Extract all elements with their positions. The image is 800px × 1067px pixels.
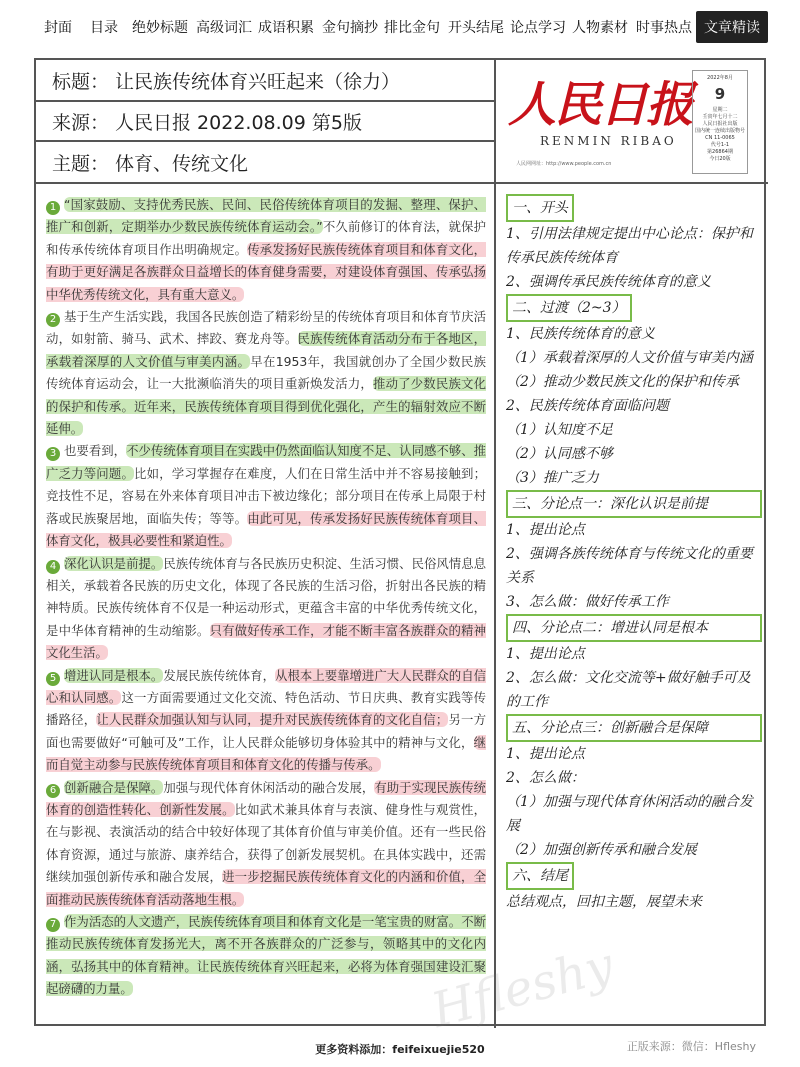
article-paragraph-7 (46, 911, 486, 1001)
nav-item-6[interactable]: 排比金句 (384, 20, 440, 36)
outline-item: （2）认同感不够 (506, 446, 613, 462)
outline-item: 3、怎么做：做好传承工作 (506, 594, 669, 610)
newspaper-masthead (496, 60, 766, 184)
outline-item: （2）推动少数民族文化的保护和传承 (506, 374, 739, 390)
outline-item: 2、怎么做： (506, 770, 585, 786)
theme-label: 主题： (52, 152, 110, 175)
masthead-small-1: 人民日报社出版 (702, 121, 738, 127)
outline-item: 1、民族传统体育的意义 (506, 326, 655, 342)
paragraph-number: 3 (46, 447, 60, 461)
nav-item-11[interactable]: 文章精读 (696, 11, 768, 43)
highlight: 深化认识是前提。 (64, 555, 164, 571)
highlight: 只有做好传承工作，才能不断丰富各族群众的精神文化生活。 (46, 622, 487, 661)
article-paragraph-2: 2 基于生产生活实践，我国各民族创造了精彩纷呈的传统体育项目和体育节庆活动，如射箭、骑马、武术、摔跤、赛龙舟等。民族传统体育活动分布于各地区，承载着深厚的人文价值与审美内涵。早在1953年，我国就创办了全国少数民族传统体育运动会，让一大批濒临消失的项目重新焕发活力，推动了少数民族文化的保护和传承。近年来，民族传统体育项目得到优化强化，产生的辐射效应不断延伸。 (46, 309, 487, 437)
highlight: 从根本上要靠增进广大人民群众的自信心和认同感。 (46, 667, 487, 705)
outline-item: 1、引用法律规定提出中心论点：保护和传承民族传统体育 (506, 226, 753, 266)
nav-item-0[interactable]: 封面 (44, 20, 72, 36)
article-body (46, 194, 486, 1001)
masthead-small-6: 今日20版 (709, 156, 731, 162)
highlight: 创新融合是保障。 (64, 779, 164, 795)
paragraph-number: 2 (46, 313, 60, 327)
article-paragraph-6: 6 创新融合是保障。加强与现代体育休闲活动的融合发展，有助于实现民族传统体育的创造性转化、创新性发展。比如武术兼具体育与表演、健身性与观赏性，在与影视、表演活动的结合中较好体现了其体育价值与审美价值。还有一些民俗体育资源，通过与旅游、康养结合，获得了创新发展契机。在具体实践中，还需继续加强创新传承和融合发展，进一步挖掘民族传统体育文化的内涵和价值，全面推动民族传统体育活动落地生根。 (46, 779, 487, 907)
outline-item: （3）推广乏力 (506, 470, 599, 486)
highlight: 推动了少数民族文化的保护和传承。近年来，民族传统体育项目得到优化强化，产生的辐射效应不断延伸。 (46, 376, 487, 437)
source-row (36, 102, 494, 142)
outline-heading: 一、开头 (506, 194, 574, 222)
highlight: 由此可见，传承发扬好民族传统体育项目、体育文化，极具必要性和紧迫性。 (46, 510, 487, 549)
article-paragraph-3: 3 也要看到，不少传统体育项目在实践中仍然面临认知度不足、认同感不够、推广乏力等问题。比如，学习掌握存在难度，人们在日常生活中并不容易接触到；竞技性不足，容易在外来体育项目冲击下被边缘化；部分项目在传承上局限于村落或民族聚居地，面临失传；等等。由此可见，传承发扬好民族传统体育项目、体育文化，极具必要性和紧迫性。 (46, 443, 487, 549)
nav-item-3[interactable]: 高级词汇 (196, 20, 252, 36)
paragraph-number: 1 (46, 201, 60, 215)
nav-item-8[interactable]: 论点学习 (510, 20, 566, 36)
article-title: 让民族传统体育兴旺起来（徐力） (115, 70, 401, 93)
source-label: 来源： (52, 111, 110, 134)
article-source: 人民日报 2022.08.09 第5版 (115, 111, 362, 134)
masthead-weekday: 星期二 (712, 107, 728, 113)
outline-item: 2、强调各族传统体育与传统文化的重要关系 (506, 546, 753, 586)
title-label: 标题： (52, 70, 110, 93)
divider (36, 182, 768, 184)
article-paragraph-4: 4 深化认识是前提。民族传统体育与各民族历史积淀、生活习惯、民俗风情息息相关，承载着各民族的历史文化，体现了各民族的生活习俗，折射出各民族的精神特质。民族传统体育不仅是一种运动形式，更蕴含丰富的中华优秀传统文化，是中华体育精神的生动缩影。只有做好传承工作，才能不断丰富各族群众的精神文化生活。 (46, 555, 487, 661)
masthead-small-0: 壬寅年七月十二 (702, 114, 738, 120)
outline-notes (506, 194, 762, 914)
highlight: 不少传统体育项目在实践中仍然面临认知度不足、认同感不够、推广乏力等问题。 (46, 443, 487, 481)
outline-heading: 二、过渡（2~3） (506, 294, 632, 322)
outline-item: 1、提出论点 (506, 646, 585, 662)
highlight: 作为活态的人文遗产，民族传统体育项目和体育文化是一笔宝贵的财富。不断推动民族传统体育发扬光大，离不开各族群众的广泛参与，领略其中的文化内涵，弘扬其中的体育精神。让民族传统体育兴旺起来，必将为体育强国建设汇聚起磅礴的力量。 (46, 914, 486, 997)
masthead-roman: RENMIN RIBAO (540, 134, 677, 148)
highlight: 增进认同是根本。 (64, 667, 164, 683)
outline-item: 2、强调传承民族传统体育的意义 (506, 274, 711, 290)
watermark: Hfleshy (425, 937, 620, 1039)
footer-source: 正版来源：微信：Hfleshy (626, 1040, 756, 1053)
paragraph-number: 7 (46, 918, 60, 932)
masthead-logo: 人民日报 (508, 77, 693, 133)
masthead-date-box (692, 70, 748, 174)
content-frame (34, 58, 766, 1026)
masthead-small-5: 第26864期 (707, 149, 733, 155)
paragraph-number: 4 (46, 560, 60, 574)
theme-row (36, 142, 494, 182)
outline-item: 1、提出论点 (506, 522, 585, 538)
nav-item-5[interactable]: 金句摘抄 (322, 20, 378, 36)
outline-item: （1）认知度不足 (506, 422, 613, 438)
top-nav (0, 0, 800, 52)
title-row (36, 60, 494, 102)
outline-item: 总结观点，回扣主题，展望未来 (506, 894, 702, 910)
footer-contact: 更多资料添加：feifeixuejie520 (315, 1043, 485, 1056)
paragraph-number: 5 (46, 672, 60, 686)
outline-item: 1、提出论点 (506, 746, 585, 762)
article-theme: 体育、传统文化 (115, 152, 249, 175)
outline-item: （1）加强与现代体育休闲活动的融合发展 (506, 794, 753, 834)
outline-item: （1）承载着深厚的人文价值与审美内涵 (506, 350, 753, 366)
outline-heading: 五、分论点三：创新融合是保障 (506, 714, 762, 742)
highlight: 进一步挖掘民族传统体育文化的内涵和价值，全面推动民族传统体育活动落地生根。 (46, 869, 487, 907)
outline-heading: 三、分论点一：深化认识是前提 (506, 490, 762, 518)
nav-item-9[interactable]: 人物素材 (572, 20, 628, 36)
masthead-date: 2022年8月 (707, 75, 733, 81)
highlight: 民族传统体育活动分布于各地区，承载着深厚的人文价值与审美内涵。 (46, 331, 487, 369)
divider (494, 184, 496, 1028)
highlight: “国家鼓励、支持优秀民族、民间、民俗传统体育项目的发掘、整理、保护、推广和创新，定期举办少数民族传统体育运动会。” (46, 197, 486, 235)
nav-item-4[interactable]: 成语积累 (258, 20, 314, 36)
paragraph-number: 6 (46, 784, 60, 798)
highlight: 传承发扬好民族传统体育项目和体育文化，有助于更好满足各族群众日益增长的体育健身需要，对建设体育强国、传承弘扬中华优秀传统文化，具有重大意义。 (46, 241, 487, 302)
outline-item: （2）加强创新传承和融合发展 (506, 842, 697, 858)
highlight: 让人民群众加强认知与认同，提升对民族传统体育的文化自信； (96, 712, 449, 728)
masthead-day: 9 (714, 85, 726, 103)
highlight: 有助于实现民族传统体育的创造性转化、创新性发展。 (46, 779, 487, 817)
masthead-small-4: 代号1-1 (710, 142, 730, 148)
article-paragraph-1: 1 “国家鼓励、支持优秀民族、民间、民俗传统体育项目的发掘、整理、保护、推广和创新，定期举办少数民族传统体育运动会。”不久前修订的体育法，就保护和传承传统体育项目作出明确规定。传承发扬好民族传统体育项目和体育文化，有助于更好满足各族群众日益增长的体育健身需要，对建设体育强国、传承弘扬中华优秀传统文化，具有重大意义。 (46, 197, 487, 302)
nav-item-10[interactable]: 时事热点 (636, 20, 692, 36)
outline-item: 2、民族传统体育面临问题 (506, 398, 669, 414)
outline-heading: 六、结尾 (506, 862, 574, 890)
highlight: 继而自觉主动参与民族传统体育项目和体育文化的传播与传承。 (46, 734, 486, 773)
outline-heading: 四、分论点二：增进认同是根本 (506, 614, 762, 642)
nav-item-1[interactable]: 目录 (90, 20, 118, 36)
masthead-small-2: 国内统一连续出版物号 (694, 128, 745, 134)
article-paragraph-5: 5 增进认同是根本。发展民族传统体育，从根本上要靠增进广大人民群众的自信心和认同感。这一方面需要通过文化交流、特色活动、节日庆典、教育实践等传播路径，让人民群众加强认知与认同，提升对民族传统体育的文化自信；另一方面也需要做好“可触可及”工作，让人民群众能够切身体验其中的精神与文化，继而自觉主动参与民族传统体育项目和体育文化的传播与传承。 (46, 667, 487, 773)
nav-item-7[interactable]: 开头结尾 (448, 20, 504, 36)
nav-item-2[interactable]: 绝妙标题 (132, 20, 188, 36)
masthead-small-3: CN 11-0065 (705, 135, 735, 141)
outline-item: 2、怎么做：文化交流等+做好触手可及的工作 (506, 670, 751, 710)
masthead-url: 人民网网址：http://www.people.com.cn (516, 161, 612, 167)
